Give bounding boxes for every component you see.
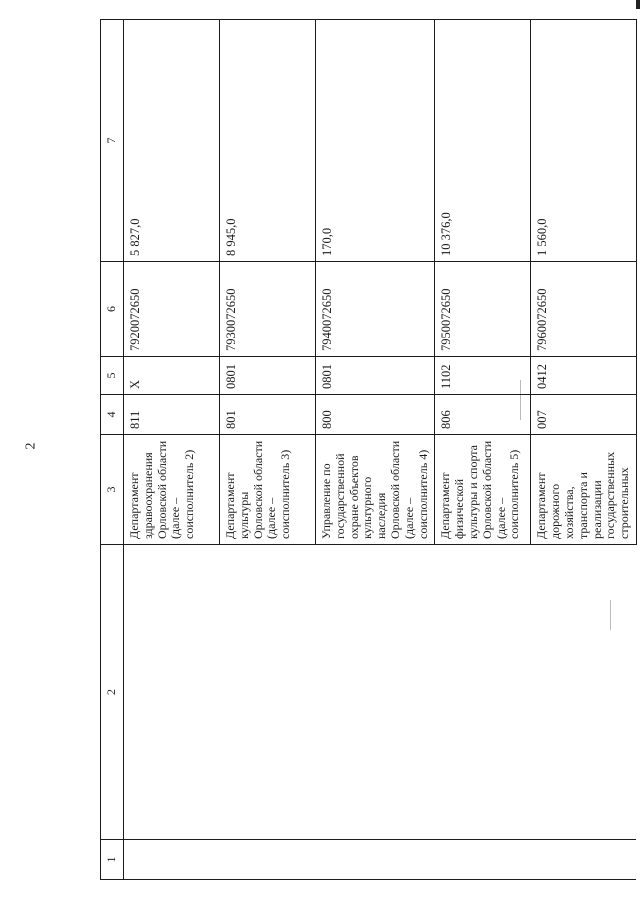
amount-cell: 10 376,0 bbox=[435, 20, 531, 262]
amount-cell: 5 827,0 bbox=[124, 20, 220, 262]
column-header: 3 bbox=[101, 435, 124, 545]
table-header-row bbox=[101, 20, 124, 880]
target-article-cell: 7940072650 bbox=[316, 262, 435, 357]
program-number-cell bbox=[124, 840, 637, 880]
table-row bbox=[124, 20, 220, 880]
amount-cell: 170,0 bbox=[316, 20, 435, 262]
grbs-cell: 007 bbox=[531, 395, 637, 435]
section-cell: 0801 bbox=[220, 357, 316, 395]
target-article-cell: 7950072650 bbox=[435, 262, 531, 357]
target-article-cell: 7920072650 bbox=[124, 262, 220, 357]
column-header: 1 bbox=[101, 840, 124, 880]
grbs-cell: 811 bbox=[124, 395, 220, 435]
column-header: 5 bbox=[101, 357, 124, 395]
executor-cell: Департамент физической культуры и спорта Орловской области (далее – соисполнитель 5) bbox=[435, 435, 531, 545]
executor-cell: Департамент дорожного хозяйства, транспорта и реализации государственных строительных bbox=[531, 435, 637, 545]
rotated-table-container bbox=[100, 20, 632, 880]
target-article-cell: 7960072650 bbox=[531, 262, 637, 357]
page-number: 2 bbox=[23, 442, 39, 450]
column-header: 6 bbox=[101, 262, 124, 357]
section-cell: 1102 bbox=[435, 357, 531, 395]
executor-cell: Департамент здравоохранения Орловской области (далее – соисполнитель 2) bbox=[124, 435, 220, 545]
amount-cell: 1 560,0 bbox=[531, 20, 637, 262]
target-article-cell: 7930072650 bbox=[220, 262, 316, 357]
column-header: 4 bbox=[101, 395, 124, 435]
section-cell: X bbox=[124, 357, 220, 395]
program-name-cell bbox=[124, 545, 637, 840]
grbs-cell: 801 bbox=[220, 395, 316, 435]
grbs-cell: 800 bbox=[316, 395, 435, 435]
section-cell: 0801 bbox=[316, 357, 435, 395]
budget-table bbox=[100, 19, 637, 880]
column-header: 7 bbox=[101, 20, 124, 262]
scan-corner-mark bbox=[636, 0, 640, 9]
column-header: 2 bbox=[101, 545, 124, 840]
executor-cell: Департамент культуры Орловской области (далее – соисполнитель 3) bbox=[220, 435, 316, 545]
section-cell: 0412 bbox=[531, 357, 637, 395]
amount-cell: 8 945,0 bbox=[220, 20, 316, 262]
grbs-cell: 806 bbox=[435, 395, 531, 435]
executor-cell: Управление по государственной охране объектов культурного наследия Орловской области (далее – соисполнитель 4) bbox=[316, 435, 435, 545]
